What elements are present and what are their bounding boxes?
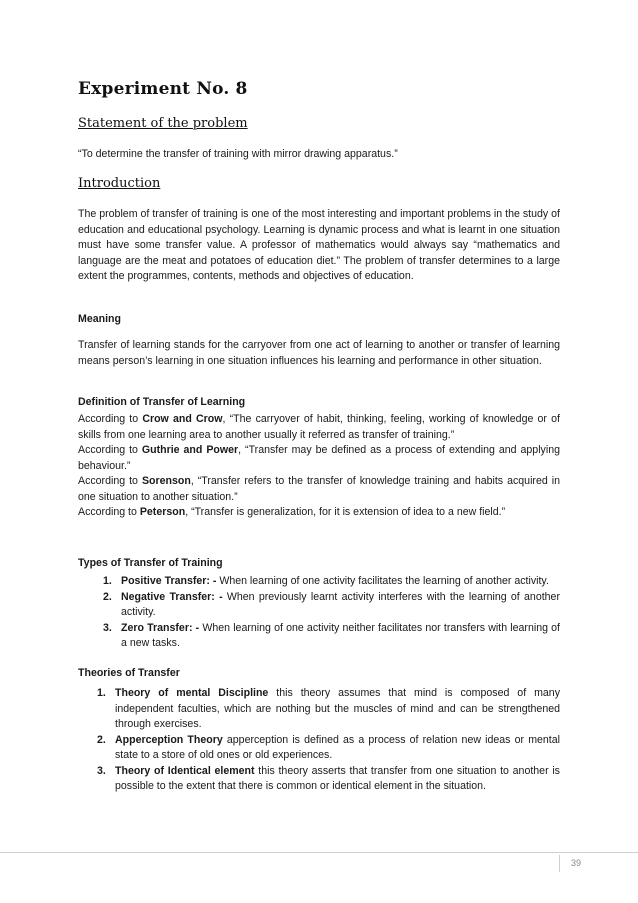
list-item (103, 621, 560, 652)
definition-list (78, 412, 560, 521)
list-number: 2. (103, 590, 112, 603)
list-number: 1. (103, 575, 112, 587)
definition-item (78, 474, 560, 505)
definition-item (78, 412, 560, 443)
definition-prefix: According to (78, 506, 140, 518)
theories-heading: Theories of Transfer (78, 667, 180, 679)
definition-author: Peterson (139, 506, 186, 518)
list-number: 3. (103, 621, 112, 634)
theory-term: Apperception Theory (115, 733, 223, 746)
type-term: Positive Transfer: - (121, 575, 217, 587)
theory-description: apperception is defined as a process of relation new ideas or mental state to a store of old ones or old experiences. (115, 733, 560, 761)
introduction-heading: Introduction (78, 176, 161, 191)
type-description: When previously learnt activity interferes with the learning of another activity. (121, 590, 560, 618)
definition-author: Crow and Crow (142, 413, 223, 425)
list-item (103, 574, 560, 590)
types-list (103, 574, 560, 652)
theory-description: this theory assumes that mind is composed of many independent faculties, which are nothing but the muscles of mind and can be strengthened through exercises. (115, 687, 560, 730)
list-number: 2. (97, 733, 106, 746)
type-term: Zero Transfer: - (121, 621, 200, 634)
definition-quote: , “Transfer is generalization, for it is extension of idea to a new field.” (185, 506, 506, 518)
list-item (97, 686, 560, 733)
type-description: When learning of one activity facilitates the learning of another activity. (216, 575, 549, 587)
statement-heading: Statement of the problem (78, 116, 248, 131)
definition-author: Guthrie and Power (141, 444, 239, 456)
definition-prefix: According to (78, 475, 142, 487)
definition-prefix: According to (78, 413, 143, 425)
footer-rule (0, 852, 638, 853)
definition-quote: , “Transfer refers to the transfer of knowledge training and habits acquired in one situation to another situation.” (78, 475, 560, 503)
definition-item (78, 505, 560, 521)
list-number: 3. (97, 764, 106, 777)
definition-quote: , “Transfer may be defined as a process of extending and applying behaviour.” (78, 444, 560, 472)
meaning-text: Transfer of learning stands for the carryover from one act of learning to another or transfer of learning means person’s learning in one situation influences his learning and performance in other situation. (78, 339, 560, 367)
theory-description: this theory asserts that transfer from one situation to another is possible to the extent that there is common or identical element in the situation. (115, 764, 560, 792)
list-item (97, 764, 560, 795)
meaning-heading: Meaning (78, 313, 121, 325)
statement-text: “To determine the transfer of training with mirror drawing apparatus.” (78, 148, 398, 160)
definition-item (78, 443, 560, 474)
type-term: Negative Transfer: - (121, 590, 223, 603)
page-title: Experiment No. 8 (78, 79, 248, 99)
list-item (103, 590, 560, 621)
list-number: 1. (97, 687, 106, 699)
theory-term: Theory of Identical element (115, 764, 255, 777)
introduction-text: The problem of transfer of training is one of the most interesting and important problems in the study of education and educational psychology. Learning is dynamic process and what is learnt in one situation must have some transfer value. A professor of mathematics would always say “mathematics and language are the meat and potatoes of education diet.” The problem of transfer determines to a large extent the programmes, contents, methods and objectives of education. (78, 208, 560, 282)
types-heading: Types of Transfer of Training (78, 557, 223, 569)
definition-author: Sorenson (141, 475, 191, 487)
definition-heading: Definition of Transfer of Learning (78, 396, 246, 408)
theories-list (97, 686, 560, 795)
list-item (97, 733, 560, 764)
definition-quote: , “The carryover of habit, thinking, feeling, working of knowledge or of skills from one learning area to another usually it referred as transfer of training.” (78, 413, 560, 441)
definition-prefix: According to (78, 444, 142, 456)
theory-term: Theory of mental Discipline (115, 687, 269, 699)
page-number: 39 (559, 855, 592, 872)
type-description: When learning of one activity neither facilitates nor transfers with learning of a new tasks. (121, 621, 560, 649)
